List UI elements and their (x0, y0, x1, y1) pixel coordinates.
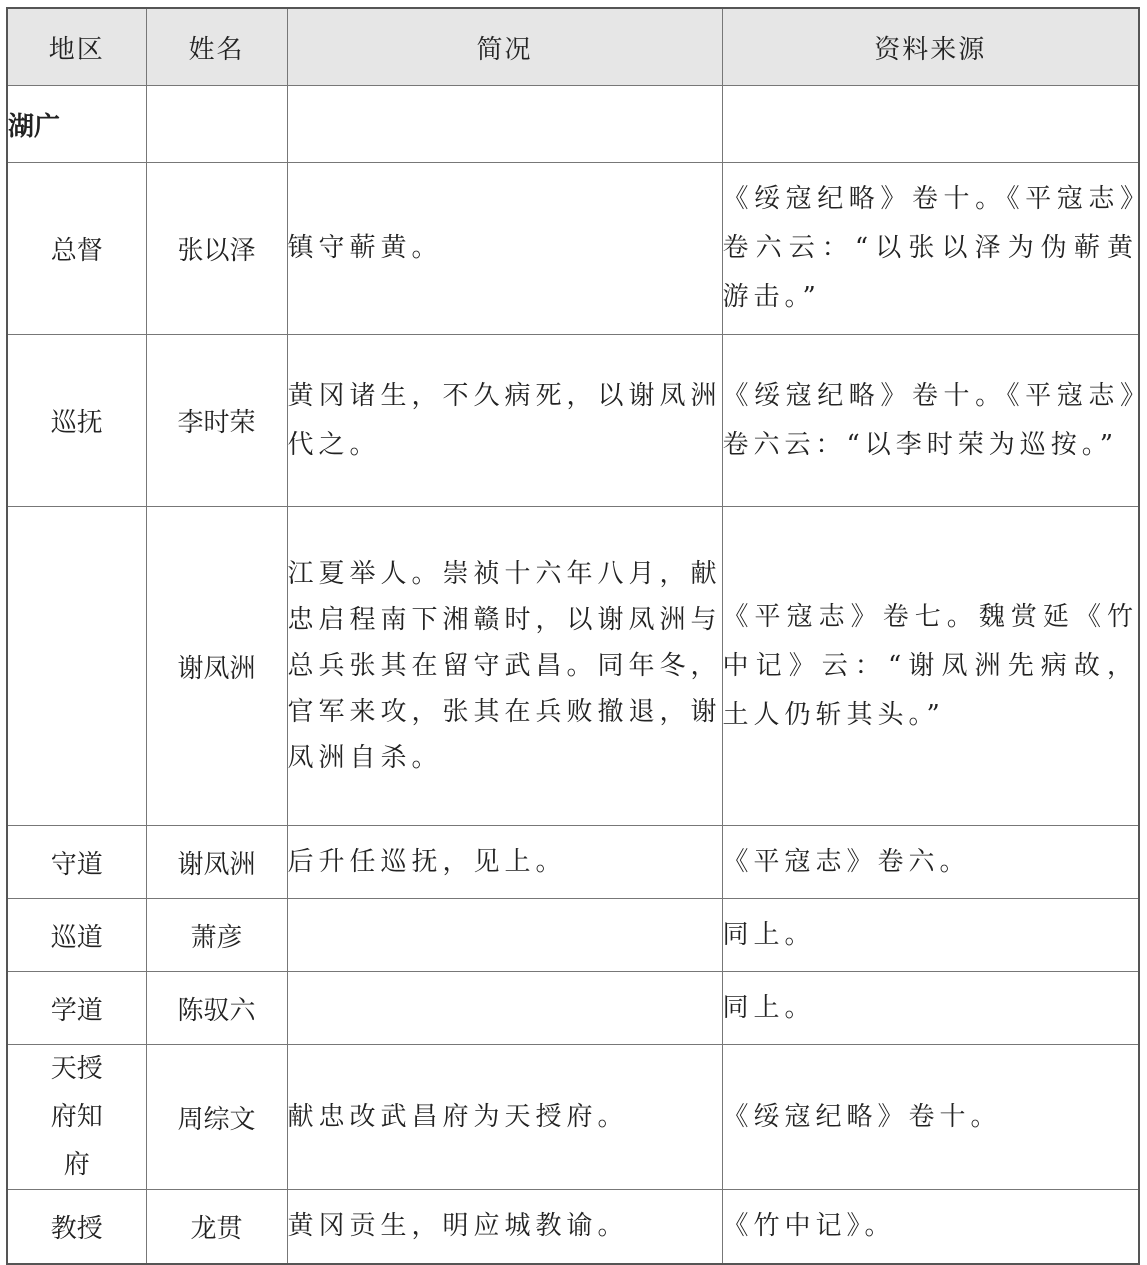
cell-name: 张以泽 (146, 163, 287, 335)
cell-summary: 黄冈诸生，不久病死，以谢凤洲代之。 (287, 335, 722, 507)
cell-region: 巡道 (7, 899, 146, 972)
cell-name: 谢凤洲 (146, 826, 287, 899)
cell-source: 同上。 (722, 899, 1139, 972)
cell-name: 萧彦 (146, 899, 287, 972)
table-row (7, 507, 1139, 826)
cell-source: 《绥寇纪略》卷十。《平寇志》卷六云：“以张以泽为伪蕲黄游击。” (722, 163, 1139, 335)
cell-source: 《平寇志》卷六。 (722, 826, 1139, 899)
cell-region: 守道 (7, 826, 146, 899)
cell-summary: 黄冈贡生，明应城教谕。 (287, 1190, 722, 1264)
cell-region: 学道 (7, 972, 146, 1045)
cell-source: 《绥寇纪略》卷十。 (722, 1045, 1139, 1190)
cell-region (7, 507, 146, 826)
cell-source: 同上。 (722, 972, 1139, 1045)
cell-region-text: 天授府知府 (50, 1054, 103, 1180)
cell-name: 谢凤洲 (146, 507, 287, 826)
cell-summary (287, 972, 722, 1045)
cell-source: 《竹中记》。 (722, 1190, 1139, 1264)
cell-name: 李时荣 (146, 335, 287, 507)
header-source: 资料来源 (722, 8, 1139, 86)
cell-name: 陈驭六 (146, 972, 287, 1045)
cell-summary: 镇守蕲黄。 (287, 163, 722, 335)
table-row (7, 1190, 1139, 1264)
table-row (7, 1045, 1139, 1190)
officials-table (6, 7, 1140, 1265)
section-row (7, 86, 1139, 163)
cell-region (7, 1045, 146, 1190)
cell-summary: 献忠改武昌府为天授府。 (287, 1045, 722, 1190)
cell-name: 龙贯 (146, 1190, 287, 1264)
table-row (7, 163, 1139, 335)
header-region: 地区 (7, 8, 146, 86)
header-row (7, 8, 1139, 86)
cell-source: 《平寇志》卷七。魏赏延《竹中记》云：“谢凤洲先病故，土人仍斩其头。” (722, 507, 1139, 826)
cell-summary (287, 899, 722, 972)
table-row (7, 826, 1139, 899)
table-row (7, 335, 1139, 507)
header-summary: 简况 (287, 8, 722, 86)
table-row (7, 972, 1139, 1045)
cell-region: 总督 (7, 163, 146, 335)
cell-summary: 后升任巡抚，见上。 (287, 826, 722, 899)
cell-summary: 江夏举人。崇祯十六年八月，献忠启程南下湘赣时，以谢凤洲与总兵张其在留守武昌。同年冬，官军来攻，张其在兵败撤退，谢凤洲自杀。 (287, 507, 722, 826)
section-title: 湖广 (7, 86, 146, 163)
cell-name: 周综文 (146, 1045, 287, 1190)
cell-region: 教授 (7, 1190, 146, 1264)
header-name: 姓名 (146, 8, 287, 86)
cell-source: 《绥寇纪略》卷十。《平寇志》卷六云：“以李时荣为巡按。” (722, 335, 1139, 507)
cell-region: 巡抚 (7, 335, 146, 507)
table-row (7, 899, 1139, 972)
